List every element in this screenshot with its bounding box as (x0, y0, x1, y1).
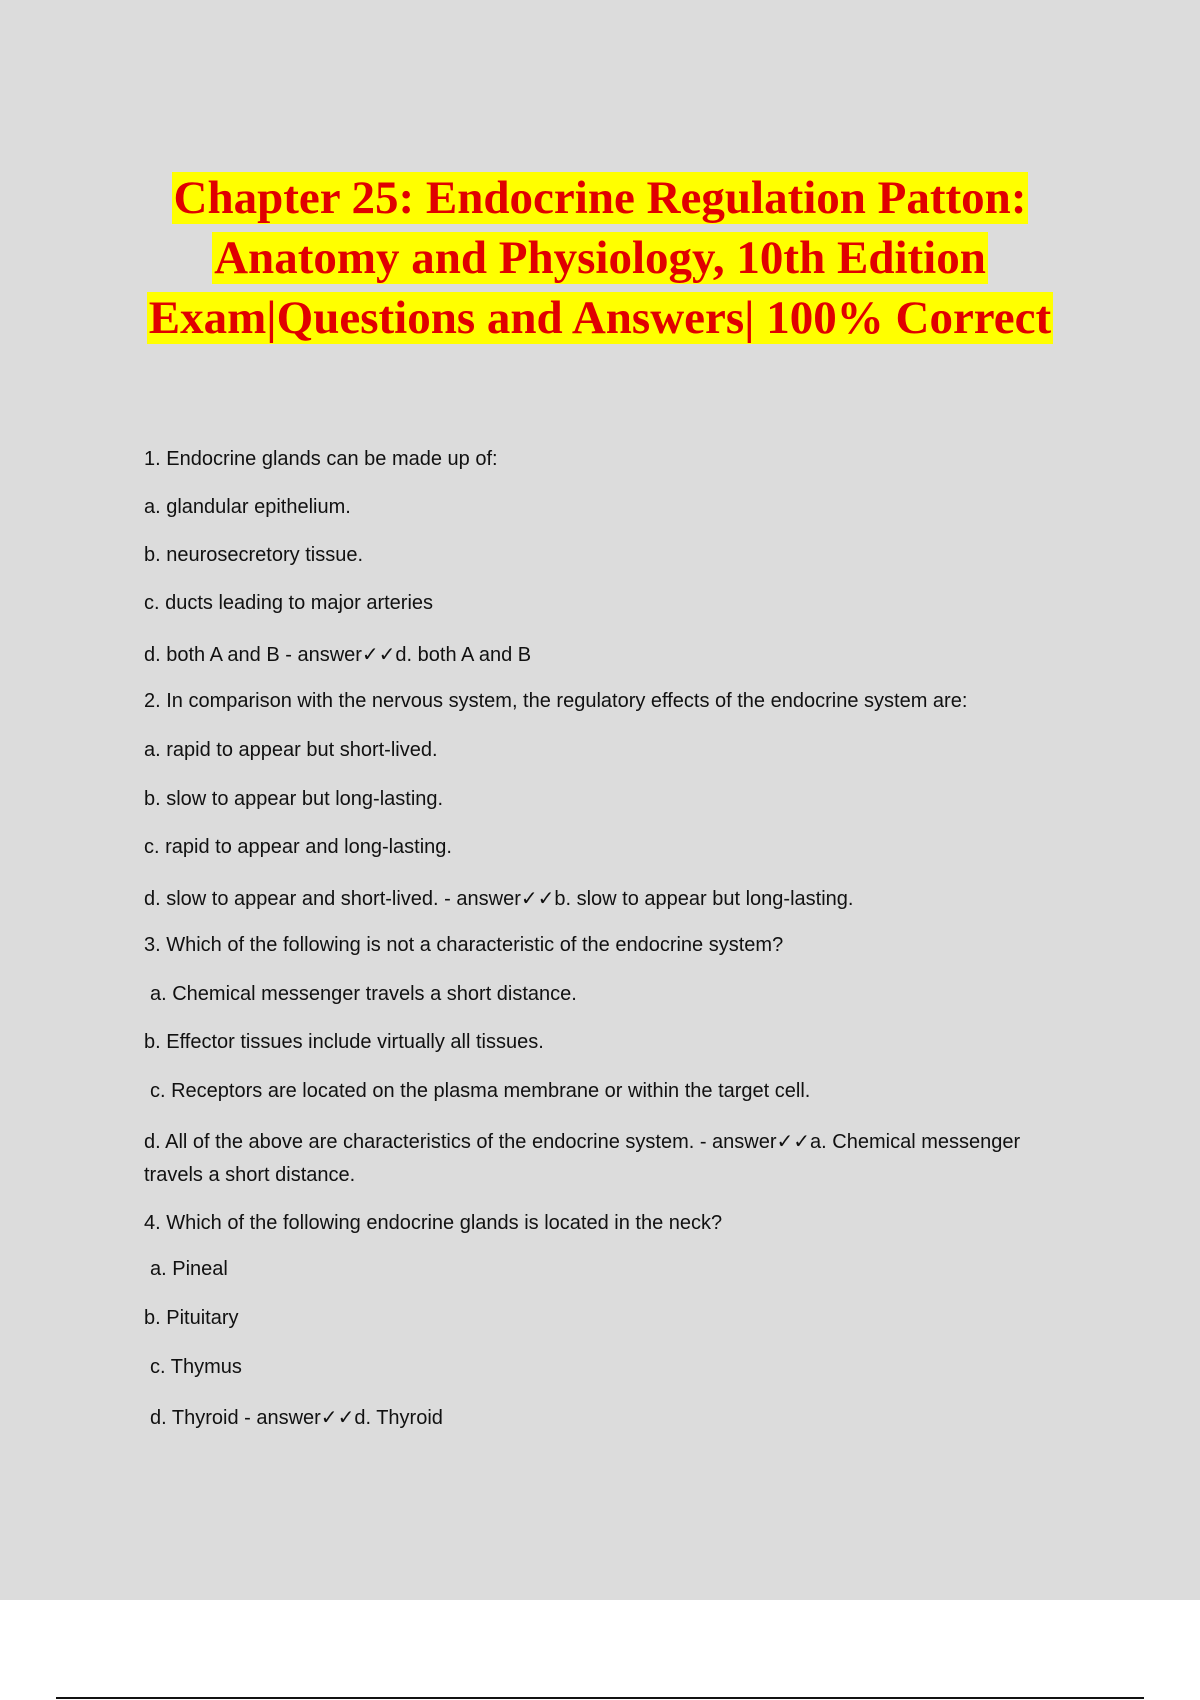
option-3a: a. Chemical messenger travels a short distance. (150, 983, 577, 1005)
option-2c: c. rapid to appear and long-lasting. (144, 836, 452, 858)
question-1: 1. Endocrine glands can be made up of: (144, 448, 498, 470)
option-4c: c. Thymus (150, 1356, 242, 1378)
title-line-1: Chapter 25: Endocrine Regulation Patton: (173, 172, 1027, 224)
option-4a: a. Pineal (150, 1258, 228, 1280)
option-1c: c. ducts leading to major arteries (144, 592, 434, 614)
page-divider (56, 1697, 1144, 1699)
question-3: 3. Which of the following is not a characteristic of the endocrine system? (144, 934, 784, 956)
title-line-3: Exam|Questions and Answers| 100% Correct (148, 292, 1052, 344)
option-4d-answer: d. Thyroid - answer✓✓d. Thyroid (150, 1407, 443, 1429)
option-1a: a. glandular epithelium. (144, 496, 351, 518)
option-1d-answer: d. both A and B - answer✓✓d. both A and B (144, 644, 532, 666)
question-2: 2. In comparison with the nervous system, the regulatory effects of the endocrine system are: (144, 690, 968, 712)
option-3d-answer: d. All of the above are characteristics of the endocrine system. - answer✓✓a. Chemical messenger travels a short distance. (144, 1131, 1021, 1186)
option-2a: a. rapid to appear but short-lived. (144, 739, 438, 761)
document-title (0, 168, 1200, 348)
option-3c: c. Receptors are located on the plasma membrane or within the target cell. (150, 1080, 811, 1102)
question-4: 4. Which of the following endocrine glands is located in the neck? (144, 1212, 723, 1234)
option-4b: b. Pituitary (144, 1307, 239, 1329)
title-line-2: Anatomy and Physiology, 10th Edition (214, 232, 986, 284)
option-2b: b. slow to appear but long-lasting. (144, 788, 444, 810)
option-3b: b. Effector tissues include virtually all tissues. (144, 1031, 544, 1053)
option-1b: b. neurosecretory tissue. (144, 544, 363, 566)
option-2d-answer: d. slow to appear and short-lived. - answer✓✓b. slow to appear but long-lasting. (144, 888, 854, 910)
